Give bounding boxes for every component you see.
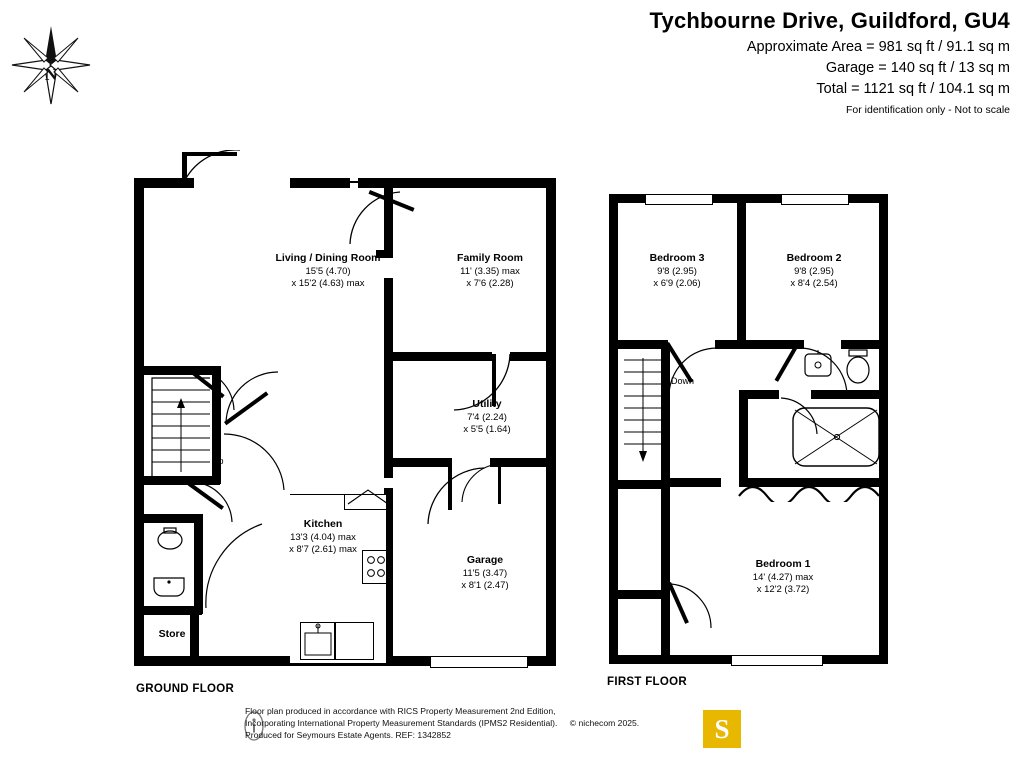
room-label-bed1: Bedroom 1 14' (4.27) max x 12'2 (3.72) [752,558,814,596]
wall-bed1-left [661,486,670,664]
stairs-first [623,352,663,478]
wall-first-left [609,194,618,664]
wall-landing-bottom [661,478,721,487]
wall-exterior-left [134,178,144,666]
wall-living-family [384,278,393,478]
bathtub-icon [791,404,883,472]
toilet-icon [841,348,877,392]
room-label-store: Store [158,628,186,640]
area-line-total: Total = 1121 sq ft / 104.1 sq m [816,81,1010,97]
stairs-up-label: Up [212,456,224,466]
area-line-approx: Approximate Area = 981 sq ft / 91.1 sq m [746,39,1010,55]
footer-line-2: Incorporating International Property Measurement Standards (IPMS2 Residential). [245,717,558,728]
sink-icon [300,622,336,660]
ground-floor-plan [130,170,570,680]
logo-letter: S [714,714,730,744]
room-label-living: Living / Dining Room 15'5 (4.70) x 15'2 (4.63) max [275,252,381,290]
svg-text:N: N [44,65,58,84]
basin-icon [801,348,837,388]
room-label-kitchen: Kitchen 13'3 (4.04) max x 8'7 (2.61) max [289,518,357,556]
room-label-utility: Utility 7'4 (2.24) x 5'5 (1.64) [463,398,511,436]
page-title: Tychbourne Drive, Guildford, GU4 [649,8,1010,33]
footer-line-3: Produced for Seymours Estate Agents. REF: 1342852 [245,729,451,740]
wall-bathroom-left [739,390,748,486]
window-bed3 [645,194,713,205]
wall-top-c [358,178,556,188]
compass-rose-icon [8,22,94,108]
header [650,8,1010,116]
first-floor-plan [605,190,895,680]
ground-floor-label: GROUND FLOOR [136,683,235,695]
wall-decorative-zigzag [737,476,889,502]
wc-fixtures-icon [148,526,194,610]
stairs-down-label: Down [671,376,695,386]
wall-left-stub [618,590,666,599]
room-label-family: Family Room 11' (3.35) max x 7'6 (2.28) [457,252,523,290]
first-floor-label: FIRST FLOOR [607,676,687,688]
stairs-ground [150,376,212,478]
wall-bathroom-top-a [739,390,779,399]
seymours-logo [703,710,741,748]
footer-line-1: Floor plan produced in accordance with RICS Property Measurement 2nd Edition, [245,706,556,716]
door-swing-front [180,150,300,200]
area-line-garage: Garage = 140 sq ft / 13 sq m [825,60,1010,76]
wall-bed3-bed2 [737,203,746,348]
room-label-garage: Garage 11'5 (3.47) x 8'1 (2.47) [461,554,509,592]
window-bed1 [731,655,823,666]
disclaimer-text: For identification only - Not to scale [846,104,1010,116]
door-swing-bed1 [669,580,715,632]
footer-text [245,706,639,742]
room-label-bed2: Bedroom 2 9'8 (2.95) x 8'4 (2.54) [786,252,842,290]
room-label-bed3: Bedroom 3 9'8 (2.95) x 6'9 (2.06) [649,252,705,290]
window-bed2 [781,194,849,205]
footer-copyright: © nichecom 2025. [569,717,640,728]
